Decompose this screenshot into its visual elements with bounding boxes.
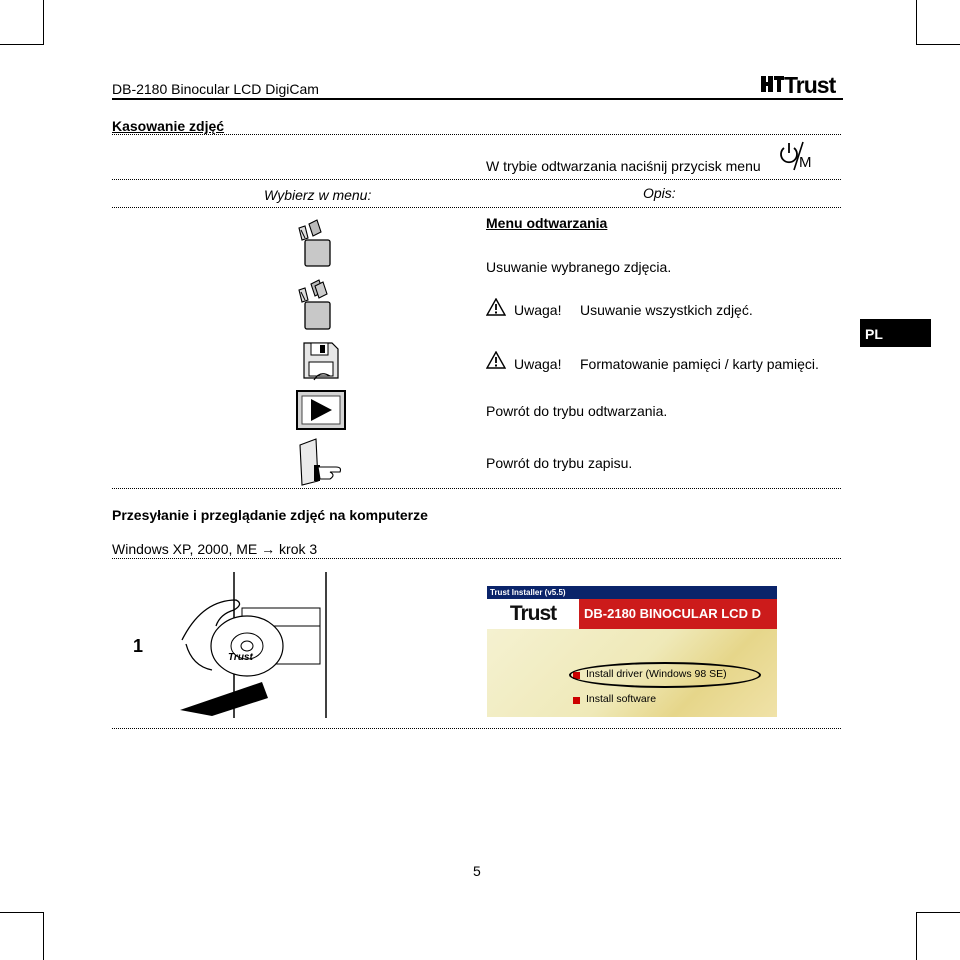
- installer-heading: DB-2180 BINOCULAR LCD D: [584, 606, 761, 621]
- installer-logo: Trust: [487, 599, 579, 629]
- highlight-ellipse: [569, 662, 761, 688]
- trust-logo: [760, 72, 844, 98]
- trust-logo-text: Trust: [784, 72, 836, 98]
- warning-label: Uwaga!: [514, 302, 562, 318]
- header-rule: [112, 98, 843, 100]
- bullet-icon: [573, 697, 580, 704]
- row-text: Powrót do trybu odtwarzania.: [486, 403, 668, 419]
- warning-label: Uwaga!: [514, 356, 562, 372]
- step-ref: krok 3: [279, 541, 318, 557]
- cd-label: Trust: [228, 652, 253, 663]
- row-text: Powrót do trybu zapisu.: [486, 455, 633, 471]
- format-memory-icon: [300, 340, 342, 382]
- product-title: DB-2180 Binocular LCD DigiCam: [112, 81, 319, 97]
- menu-instruction: W trybie odtwarzania naciśnij przycisk menu: [486, 158, 761, 174]
- crop-mark: [0, 912, 44, 913]
- divider: [112, 488, 841, 489]
- installer-screenshot: [487, 586, 777, 717]
- divider: [112, 207, 841, 208]
- menu-key-label: M: [799, 154, 812, 171]
- crop-mark: [916, 912, 960, 913]
- col-header-select: Wybierz w menu:: [264, 187, 372, 203]
- power-menu-button-icon: [779, 140, 819, 174]
- section-title-delete: Kasowanie zdjęć: [112, 118, 225, 134]
- divider: [112, 558, 841, 559]
- divider: [112, 134, 841, 135]
- os-list: Windows XP, 2000, ME: [112, 541, 258, 557]
- install-software-option[interactable]: Install software: [586, 693, 657, 705]
- cd-insert-illustration: [172, 570, 332, 720]
- crop-mark: [916, 44, 960, 45]
- delete-all-icon: [295, 278, 343, 332]
- language-tab: PL: [860, 319, 931, 347]
- crop-mark: [0, 44, 44, 45]
- row-text: Formatowanie pamięci / karty pamięci.: [580, 356, 819, 372]
- submenu-title: Menu odtwarzania: [486, 215, 608, 231]
- play-icon: [296, 390, 346, 430]
- crop-mark: [43, 912, 44, 960]
- warning-icon: [486, 351, 506, 369]
- exit-record-icon: [296, 437, 346, 487]
- delete-one-icon: [295, 218, 343, 270]
- crop-mark: [916, 912, 917, 960]
- crop-mark: [43, 0, 44, 45]
- os-subtitle: [112, 541, 317, 557]
- page-number: 5: [473, 863, 481, 879]
- divider: [112, 728, 841, 729]
- warning-icon: [486, 298, 506, 316]
- row-text: Usuwanie wszystkich zdjęć.: [580, 302, 753, 318]
- install-driver-option[interactable]: Install driver (Windows 98 SE): [586, 668, 727, 680]
- crop-mark: [916, 0, 917, 45]
- divider: [112, 179, 841, 180]
- row-text: Usuwanie wybranego zdjęcia.: [486, 259, 672, 275]
- section-title-transfer: Przesyłanie i przeglądanie zdjęć na komputerze: [112, 507, 428, 523]
- installer-window-title: Trust Installer (v5.5): [487, 586, 777, 599]
- step-number: 1: [133, 636, 144, 656]
- col-header-description: Opis:: [643, 185, 676, 201]
- arrow-icon: →: [261, 541, 276, 557]
